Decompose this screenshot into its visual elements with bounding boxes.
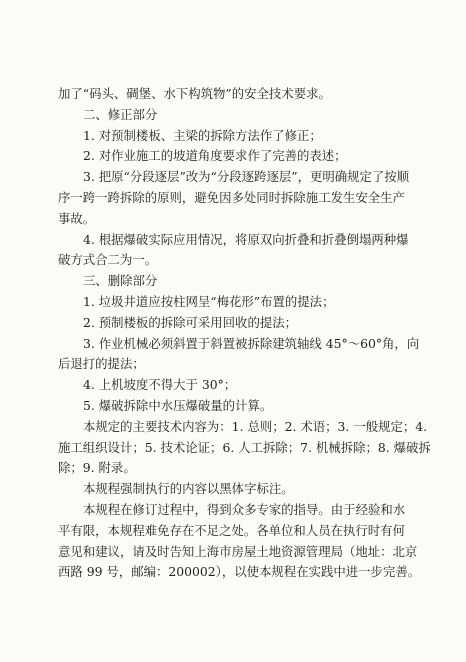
text-line: 3. 把原“分段逐层”改为“分段逐跨逐层”，更明确规定了按顺 [83, 169, 410, 185]
text-line: 1. 对预制楼板、主梁的拆除方法作了修正； [83, 127, 322, 143]
text-line: 序一跨一跨拆除的原则，避免因多处同时拆除施工发生安全生产 [58, 189, 405, 205]
text-line: 4. 根据爆破实际应用情况，将原双向折叠和折叠倒塌两种爆 [83, 231, 409, 247]
text-line: 2. 预制楼板的拆除可采用回收的提法； [83, 314, 298, 330]
text-line: 西路 99 号，邮编：200002），以使本规程在实践中进一步完善。 [58, 564, 421, 580]
text-line: 本规程强制执行的内容以黑体字标注。 [83, 481, 294, 497]
text-line: 破方式合二为一。 [58, 252, 158, 268]
text-line: 平有限，本规程难免存在不足之处。各单位和人员在执行时有何 [58, 522, 405, 538]
text-line: 事故。 [58, 210, 96, 226]
text-line: 加了“码头、碉堡、水下构筑物”的安全技术要求。 [58, 86, 331, 101]
text-line: 除；9. 附录。 [58, 460, 136, 476]
text-line: 4. 上机坡度不得大于 30°； [83, 377, 237, 393]
section-heading-revisions: 二、修正部分 [83, 106, 158, 122]
text-line: 本规定的主要技术内容为：1. 总则；2. 术语；3. 一般规定；4. [83, 418, 428, 434]
text-line: 本规程在修订过程中，得到众多专家的指导。由于经验和水 [83, 501, 406, 517]
text-line: 意见和建议，请及时告知上海市房屋土地资源管理局（地址：北京 [58, 543, 418, 559]
text-line: 3. 作业机械必须斜置于斜置被拆除建筑轴线 45°～60°角，向 [83, 335, 420, 351]
text-line: 1. 垃圾井道应按柱网呈“梅花形”布置的提法； [83, 293, 335, 309]
section-heading-deletions: 三、删除部分 [83, 273, 158, 289]
text-line: 后退打的提法； [58, 356, 145, 372]
text-line: 2. 对作业施工的坡道角度要求作了完善的表述； [83, 148, 347, 164]
text-line: 施工组织设计；5. 技术论证；6. 人工拆除；7. 机械拆除；8. 爆破拆 [58, 439, 431, 455]
text-line: 5. 爆破拆除中水压爆破量的计算。 [83, 397, 273, 413]
document-body [58, 84, 431, 583]
